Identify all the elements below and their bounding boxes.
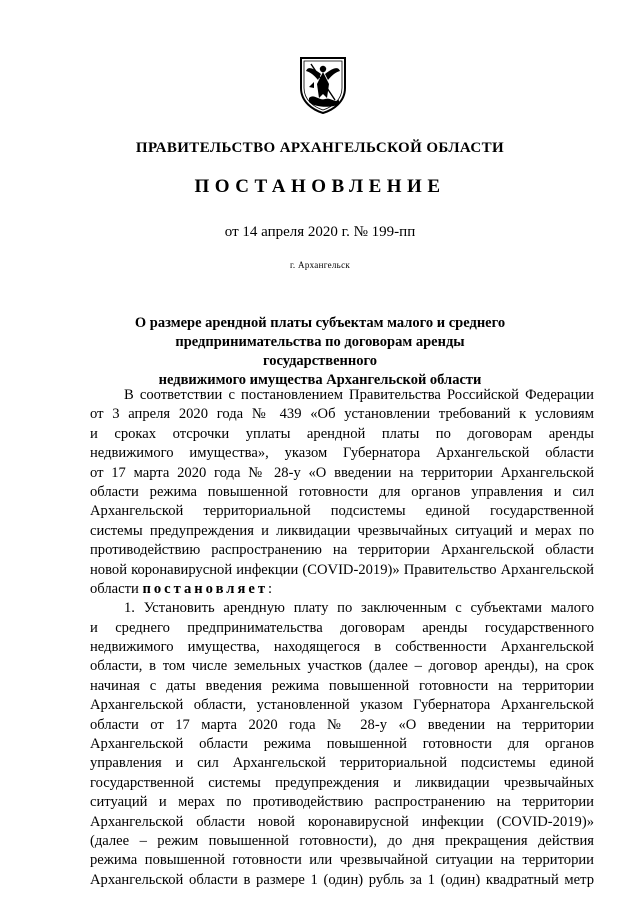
- title-line: недвижимого имущества Архангельской области: [158, 372, 482, 388]
- text-fragment: :: [268, 580, 273, 597]
- text-line: 1. Установить арендную плату по заключенным с субъектами малого: [124, 600, 594, 617]
- text-line: от 3 апреля 2020 года № 439 «Об установлении требований к условиям: [90, 406, 594, 423]
- text-line: и сроках отсрочки уплаты арендной платы по договорам аренды: [90, 425, 594, 442]
- text-line: Архангельской области новой коронавирусной инфекции (COVID-2019)»: [90, 813, 594, 830]
- text-line: новой коронавирусной инфекции (COVID-2019)» Правительство Архангельской: [90, 561, 594, 578]
- text-line: противодействию распространению на территории Архангельской области: [90, 542, 594, 559]
- text-line: государственной системы предупреждения и ликвидации чрезвычайных: [90, 774, 594, 791]
- document-city: г. Архангельск: [289, 260, 351, 270]
- text-line: (далее – режим повышенной готовности), до дня прекращения действия: [90, 832, 594, 849]
- text-line: Архангельской области в размере 1 (один) рубль за 1 (один) квадратный метр: [90, 871, 594, 888]
- text-line-decree: [90, 580, 594, 599]
- title-line: предпринимательства по договорам аренды государственного: [175, 334, 465, 369]
- government-name: ПРАВИТЕЛЬСТВО АРХАНГЕЛЬСКОЙ ОБЛАСТИ: [135, 140, 505, 156]
- decree-word: постановляет: [142, 580, 269, 597]
- text-line: недвижимого имущества, находящегося в собственности Архангельской: [90, 639, 594, 656]
- text-line: области режима повышенной готовности для органов управления и сил: [90, 483, 594, 500]
- title-line: О размере арендной платы субъектам малого и среднего: [134, 315, 506, 331]
- text-line: В соответствии с постановлением Правительства Российской Федерации: [124, 387, 594, 403]
- text-line: и среднего предпринимательства договорам аренды государственного: [90, 619, 594, 636]
- text-fragment: области: [90, 580, 143, 597]
- text-line: Архангельской области режима повышенной готовности для органов: [90, 736, 594, 753]
- text-line: области, в том числе земельных участков (далее – договор аренды), на срок: [90, 658, 594, 675]
- text-line: режима повышенной готовности или чрезвычайной ситуации на территории: [90, 852, 594, 869]
- document-title: [130, 314, 510, 390]
- text-line: ситуаций и мерах по противодействию распространению на территории: [90, 794, 594, 811]
- document-type: ПОСТАНОВЛЕНИЕ: [194, 176, 446, 197]
- coat-of-arms-emblem: [299, 54, 347, 114]
- text-line: Архангельской области, установленной указом Губернатора Архангельской: [90, 697, 594, 714]
- text-line: начиная с даты введения режима повышенной готовности на территории: [90, 677, 594, 694]
- text-line: Архангельской территориальной подсистемы единой государственной: [90, 503, 594, 520]
- text-line: области от 17 марта 2020 года № 28-у «О введении на территории: [90, 716, 594, 733]
- text-line: от 17 марта 2020 года № 28-у «О введении на территории Архангельской: [90, 464, 594, 481]
- item-1-paragraph: [90, 599, 594, 890]
- document-body: [90, 386, 594, 890]
- preamble-paragraph: [90, 386, 594, 599]
- text-line: недвижимого имущества», указом Губернатора Архангельской области: [90, 445, 594, 462]
- text-line: управления и сил Архангельской территориальной подсистемы единой: [90, 755, 594, 772]
- text-line: системы предупреждения и ликвидации чрезвычайных ситуаций и мерах по: [90, 522, 594, 539]
- document-date-number: от 14 апреля 2020 г. № 199-пп: [224, 224, 416, 240]
